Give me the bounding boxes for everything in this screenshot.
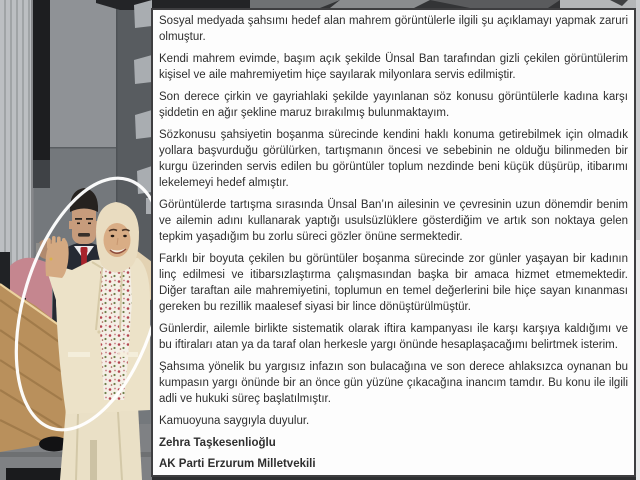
signature-name: Zehra Taşkesenlioğlu [159, 437, 276, 449]
statement-paragraph: Görüntülerde tartışma sırasında Ünsal Ban’ın ailesinin ve çevresinin uzun dönemdir benim ve ailemin adını kullanarak yaptığı usulsüzlüklere gösterdiğim ve artık son noktaya gelen tepkim yaşadığım bu zorlu süreci gözler önüne sermektedir. [159, 199, 628, 243]
statement-paragraph: Farklı bir boyuta çekilen bu görüntüler boşanma sürecinde zor günler yaşayan bir kadının linç edilmesi ve itibarsızlaştırma çalışmasından başka bir amaca hizmet etmemektedir. Diğer taraftan aile mahremiyetini, toplumun en temel değerlerini bile hiçe sayan kınanması gereken bu rezillik maalesef siyasi bir lince dönüştürülmüştür. [159, 253, 628, 313]
statement-paragraph: Şahsıma yönelik bu yargısız infazın son bulacağına ve son derece ahlaksızca oynanan bu kumpasın yargı önünde bir an önce gün yüzüne çıkacağına inancım tamdır. Bu konu ile ilgili adli ve hukuki süreç başlatılmıştır. [159, 361, 628, 405]
statement-paragraph: Sözkonusu şahsiyetin boşanma sürecinde kendini haklı konuma getirebilmek için olmadık yollara başvurduğu görülürken, tartışmanın öncesi ve sebebinin ne olduğu bilinmeden bir kurgu üzerinden servis edilen bu görüntüler toplum nezdinde beni küçük düşürüp, itibarımı lekelemeyi hedef almıştır. [159, 129, 628, 189]
statement-paragraph: Sosyal medyada şahsımı hedef alan mahrem görüntülerle ilgili şu açıklamayı yapmak zaruri olmuştur. [159, 15, 628, 43]
signature-title: AK Parti Erzurum Milletvekili [159, 458, 316, 470]
statement-paragraph: Kendi mahrem evimde, başım açık şekilde Ünsal Ban tarafından gizli çekilen görüntülerim kişisel ve aile mahremiyetim hiçe sayılarak milyonlara servis edilmiştir. [159, 53, 628, 81]
photo-dark-pillar-fade [33, 160, 50, 188]
photo-right-sliver [636, 0, 640, 480]
photo-dark-pillar [33, 0, 50, 160]
statement-paragraph: Kamuoyuna saygıyla duyulur. [159, 415, 310, 427]
statement-document [151, 8, 636, 477]
statement-paragraph: Günlerdir, ailemle birlikte sistematik olarak iftira kampanyası ile karşı karşıya kaldığımı ve bu iftiraları atan ya da taraf olan herkesle yargı önünde hesaplaşacağımı belirtmek isterim. [159, 323, 628, 351]
statement-paragraph: Son derece çirkin ve gayriahlaki şekilde yayınlanan söz konusu görüntülerle kadına karşı şiddetin en ağır şekline maruz bırakılmış bulunmaktayım. [159, 91, 628, 119]
photo-top-strip [152, 0, 640, 8]
